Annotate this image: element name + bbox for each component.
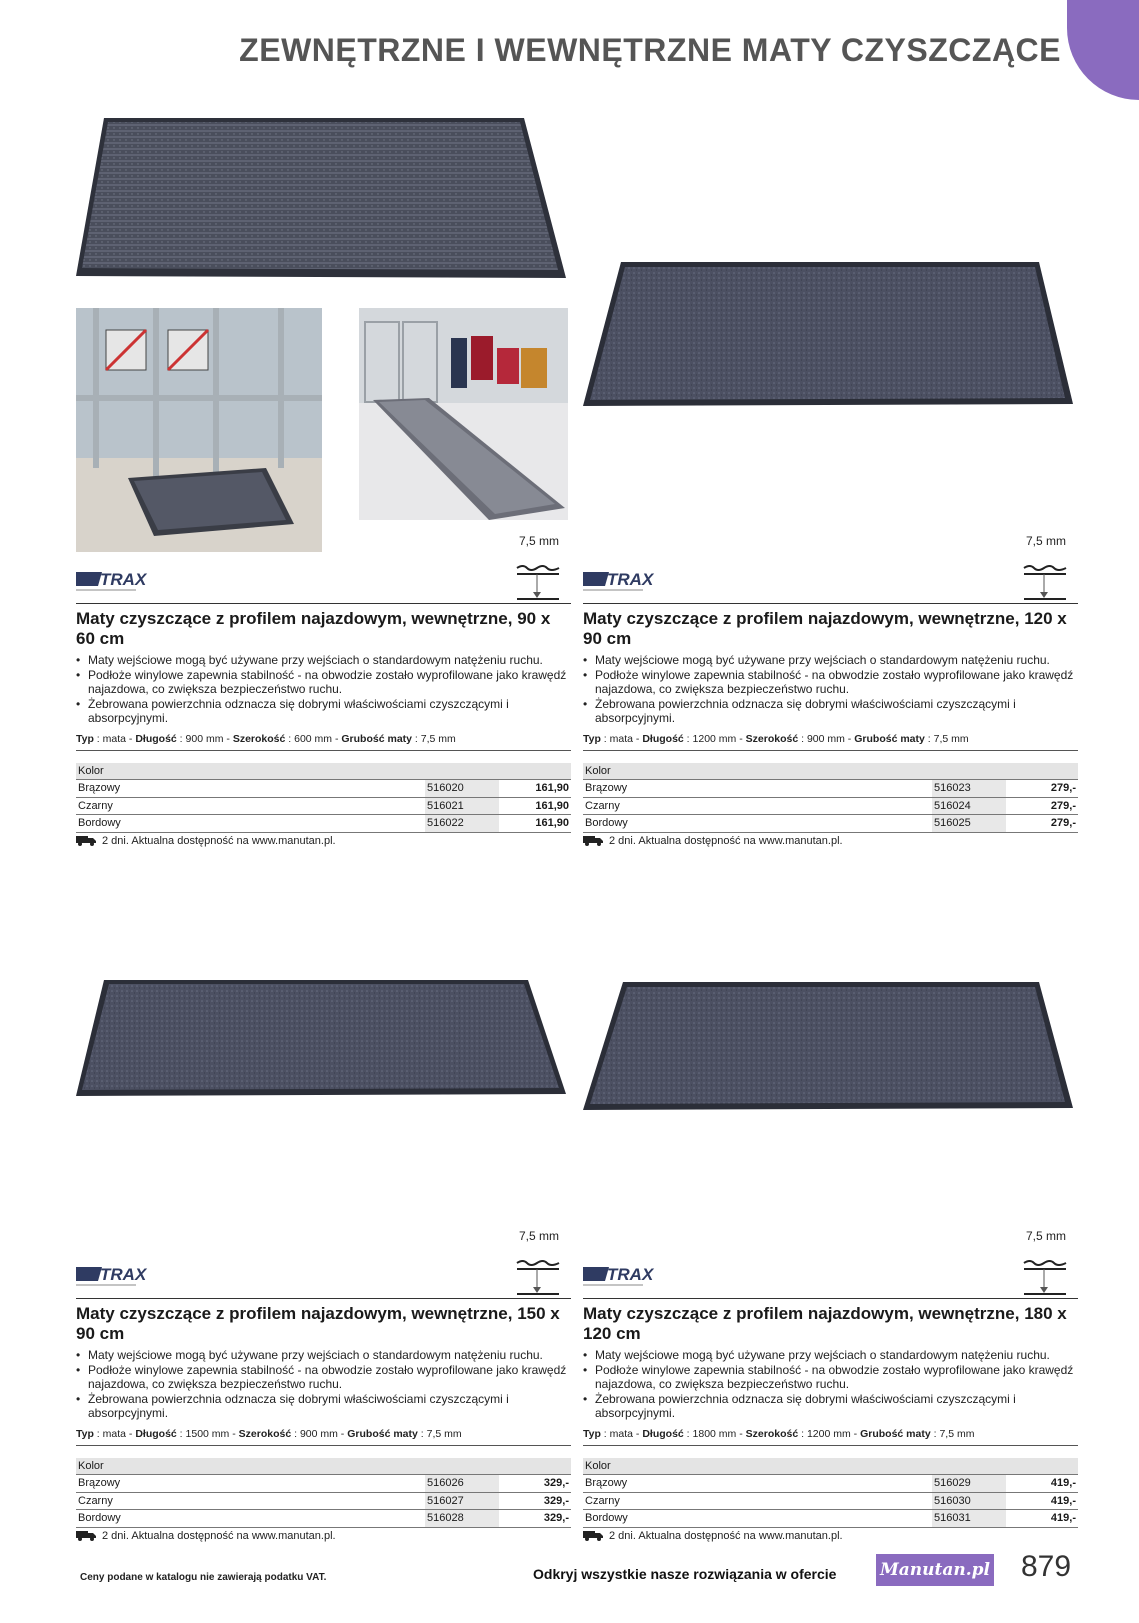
delivery-info: 2 dni. Aktualna dostępność na www.manutan.pl. xyxy=(76,835,571,847)
thickness-label: 7,5 mm xyxy=(518,1229,559,1243)
delivery-info: 2 dni. Aktualna dostępność na www.manutan.pl. xyxy=(583,835,1078,847)
truck-icon xyxy=(583,1530,603,1541)
table-row[interactable]: Brązowy 516029 419,- xyxy=(583,1475,1078,1493)
svg-text:TRAX: TRAX xyxy=(100,1265,147,1284)
color-header: Kolor xyxy=(76,1458,571,1475)
store-entrance-photo xyxy=(359,308,568,520)
color-header: Kolor xyxy=(583,763,1078,780)
variant-table xyxy=(76,763,571,833)
table-row[interactable]: Czarny 516024 279,- xyxy=(583,797,1078,815)
table-row[interactable]: Czarny 516027 329,- xyxy=(76,1492,571,1510)
feature-item: • Podłoże winylowe zapewnia stabilność - na obwodzie zostało wyprofilowane jako krawędź najazdowa, co zwiększa bezpieczeństwo ruchu. xyxy=(583,1363,1078,1392)
truck-icon xyxy=(76,1530,96,1541)
feature-item: • Żebrowana powierzchnia odznacza się dobrymi właściwościami czyszczącymi i absorpcyjnymi. xyxy=(76,697,571,726)
table-row[interactable]: Bordowy 516031 419,- xyxy=(583,1510,1078,1528)
product-block xyxy=(583,534,1078,847)
page-title: ZEWNĘTRZNE I WEWNĘTRZNE MATY CZYSZCZĄCE xyxy=(239,32,1061,68)
feature-item: • Żebrowana powierzchnia odznacza się dobrymi właściwościami czyszczącymi i absorpcyjnymi. xyxy=(583,1392,1078,1421)
product-title: Maty czyszczące z profilem najazdowym, wewnętrzne, 90 x 60 cm xyxy=(76,609,551,648)
product-title: Maty czyszczące z profilem najazdowym, wewnętrzne, 120 x 90 cm xyxy=(583,609,1067,648)
feature-list xyxy=(583,1348,1078,1421)
feature-item: • Maty wejściowe mogą być używane przy wejściach o standardowym natężeniu ruchu. xyxy=(583,1348,1078,1363)
table-row[interactable]: Brązowy 516026 329,- xyxy=(76,1475,571,1493)
table-row[interactable]: Brązowy 516023 279,- xyxy=(583,780,1078,798)
delivery-info: 2 dni. Aktualna dostępność na www.manutan.pl. xyxy=(76,1530,571,1542)
page-number: 879 xyxy=(1021,1550,1072,1583)
entrance-door-photo xyxy=(76,308,322,552)
mat-profile-icon xyxy=(515,562,561,602)
table-row[interactable]: Czarny 516030 419,- xyxy=(583,1492,1078,1510)
feature-item: • Podłoże winylowe zapewnia stabilność - na obwodzie zostało wyprofilowane jako krawędź najazdowa, co zwiększa bezpieczeństwo ruchu. xyxy=(583,668,1078,697)
mat-profile-icon xyxy=(1022,562,1068,602)
mat-image-150x90 xyxy=(76,980,566,1096)
feature-list xyxy=(583,653,1078,726)
notrax-logo-icon xyxy=(583,568,693,594)
feature-list xyxy=(76,1348,571,1421)
product-block xyxy=(76,534,571,847)
thickness-label: 7,5 mm xyxy=(518,534,559,548)
truck-icon xyxy=(76,835,96,846)
table-row[interactable]: Bordowy 516028 329,- xyxy=(76,1510,571,1528)
spec-line: Typ : mata - Długość : 1200 mm - Szerokość : 900 mm - Grubość maty : 7,5 mm xyxy=(583,732,1078,751)
delivery-info: 2 dni. Aktualna dostępność na www.manutan.pl. xyxy=(583,1530,1078,1542)
variant-table xyxy=(583,1458,1078,1528)
feature-item: • Maty wejściowe mogą być używane przy wejściach o standardowym natężeniu ruchu. xyxy=(76,653,571,668)
variant-table xyxy=(76,1458,571,1528)
product-title: Maty czyszczące z profilem najazdowym, wewnętrzne, 180 x 120 cm xyxy=(583,1304,1067,1343)
feature-item: • Podłoże winylowe zapewnia stabilność - na obwodzie zostało wyprofilowane jako krawędź najazdowa, co zwiększa bezpieczeństwo ruchu. xyxy=(76,668,571,697)
mat-profile-icon xyxy=(515,1257,561,1297)
table-row[interactable]: Bordowy 516022 161,90 xyxy=(76,815,571,833)
mat-image-90x60 xyxy=(76,118,566,290)
notrax-logo-icon xyxy=(76,568,186,594)
table-row[interactable]: Czarny 516021 161,90 xyxy=(76,797,571,815)
feature-item: • Żebrowana powierzchnia odznacza się dobrymi właściwościami czyszczącymi i absorpcyjnymi. xyxy=(583,697,1078,726)
thickness-label: 7,5 mm xyxy=(1025,534,1066,548)
mat-profile-icon xyxy=(1022,1257,1068,1297)
variant-table xyxy=(583,763,1078,833)
product-block xyxy=(583,1229,1078,1542)
spec-line: Typ : mata - Długość : 1800 mm - Szerokość : 1200 mm - Grubość maty : 7,5 mm xyxy=(583,1427,1078,1446)
corner-tab xyxy=(1067,0,1139,100)
mat-image-180x120 xyxy=(583,982,1073,1112)
color-header: Kolor xyxy=(76,763,571,780)
feature-item: • Maty wejściowe mogą być używane przy wejściach o standardowym natężeniu ruchu. xyxy=(76,1348,571,1363)
spec-line: Typ : mata - Długość : 1500 mm - Szerokość : 900 mm - Grubość maty : 7,5 mm xyxy=(76,1427,571,1446)
spec-line: Typ : mata - Długość : 900 mm - Szerokość : 600 mm - Grubość maty : 7,5 mm xyxy=(76,732,571,751)
product-block xyxy=(76,1229,571,1542)
table-row[interactable]: Bordowy 516025 279,- xyxy=(583,815,1078,833)
feature-item: • Maty wejściowe mogą być używane przy wejściach o standardowym natężeniu ruchu. xyxy=(583,653,1078,668)
svg-text:TRAX: TRAX xyxy=(100,570,147,589)
svg-text:TRAX: TRAX xyxy=(607,570,654,589)
feature-item: • Żebrowana powierzchnia odznacza się dobrymi właściwościami czyszczącymi i absorpcyjnymi. xyxy=(76,1392,571,1421)
manutan-logo[interactable]: Manutan.pl xyxy=(876,1554,994,1586)
truck-icon xyxy=(583,835,603,846)
svg-text:TRAX: TRAX xyxy=(607,1265,654,1284)
notrax-logo-icon xyxy=(76,1263,186,1289)
notrax-logo-icon xyxy=(583,1263,693,1289)
thickness-label: 7,5 mm xyxy=(1025,1229,1066,1243)
color-header: Kolor xyxy=(583,1458,1078,1475)
product-title: Maty czyszczące z profilem najazdowym, wewnętrzne, 150 x 90 cm xyxy=(76,1304,560,1343)
vat-note: Ceny podane w katalogu nie zawierają podatku VAT. xyxy=(80,1572,327,1583)
feature-item: • Podłoże winylowe zapewnia stabilność - na obwodzie zostało wyprofilowane jako krawędź najazdowa, co zwiększa bezpieczeństwo ruchu. xyxy=(76,1363,571,1392)
footer-cta: Odkryj wszystkie nasze rozwiązania w ofercie xyxy=(533,1566,837,1582)
feature-list xyxy=(76,653,571,726)
mat-image-120x90 xyxy=(583,262,1073,412)
table-row[interactable]: Brązowy 516020 161,90 xyxy=(76,780,571,798)
